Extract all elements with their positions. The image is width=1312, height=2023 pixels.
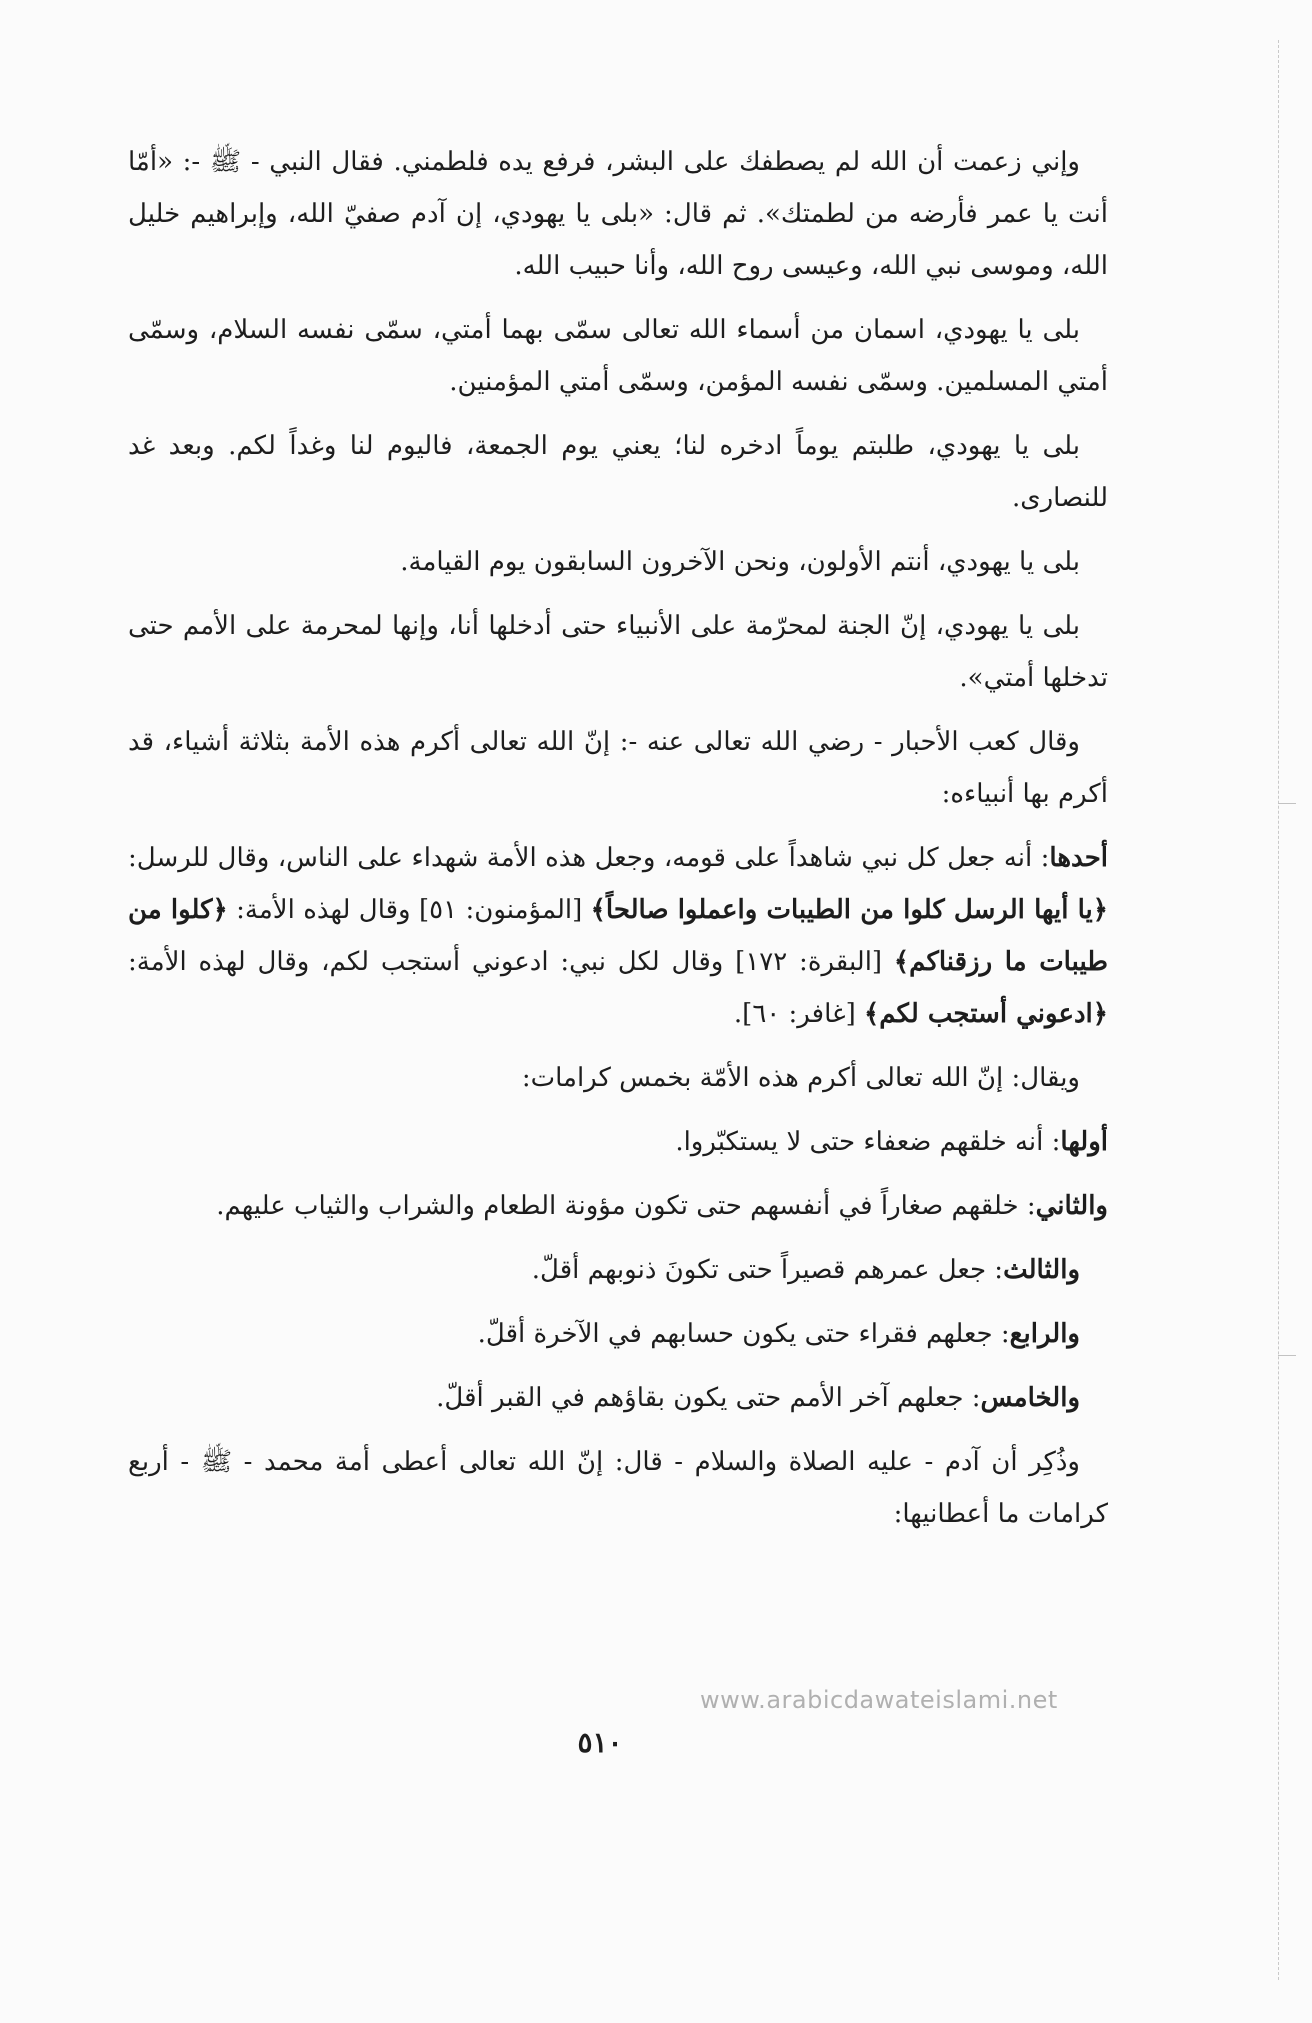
paragraph-text: ويقال: إنّ الله تعالى أكرم هذه الأمّة بخمس كرامات: — [521, 1063, 1080, 1093]
paragraph-4 — [128, 536, 1108, 588]
paragraph-lead: أحدها — [1049, 843, 1108, 873]
paragraph-5 — [128, 600, 1108, 704]
quran-verse: ﴿ادعوني أستجب لكم﴾ — [864, 999, 1108, 1029]
page-number: ٥١٠ — [577, 1726, 623, 1759]
paragraph-text: : جعلهم آخر الأمم حتى يكون بقاؤهم في القبر أقلّ. — [436, 1383, 981, 1413]
paragraph-lead: أولها — [1060, 1127, 1108, 1157]
paragraph-3 — [128, 420, 1108, 524]
paragraph-lead: والخامس — [980, 1383, 1080, 1413]
paragraph-6 — [128, 716, 1108, 820]
binding-line — [1278, 40, 1279, 1980]
paragraph-7 — [128, 832, 1108, 1040]
paragraph-text: بلى يا يهودي، طلبتم يوماً ادخره لنا؛ يعني يوم الجمعة، فاليوم لنا وغداً لكم. وبعد غد للنصارى. — [128, 431, 1108, 513]
paragraph-text: وقال كعب الأحبار - رضي الله تعالى عنه -: إنّ الله تعالى أكرم هذه الأمة بثلاثة أشياء، قد أكرم بها أنبياءه: — [128, 727, 1108, 809]
paragraph-text: : خلقهم صغاراً في أنفسهم حتى تكون مؤونة الطعام والشراب والثياب عليهم. — [216, 1191, 1036, 1221]
paragraph-12 — [128, 1308, 1108, 1360]
paragraph-lead: والرابع — [1009, 1319, 1080, 1349]
quran-verse: ﴿كلوا من طيبات ما رزقناكم﴾ — [128, 895, 1108, 977]
paragraph-8 — [128, 1052, 1108, 1104]
quran-verse: ﴿يا أيها الرسل كلوا من الطيبات واعملوا صالحاً﴾ — [590, 895, 1108, 925]
paragraph-text: [غافر: ٦٠]. — [733, 999, 865, 1029]
binding-tick — [1278, 1355, 1296, 1356]
paragraph-text: بلى يا يهودي، إنّ الجنة لمحرّمة على الأنبياء حتى أدخلها أنا، وإنها لمحرمة على الأمم حتى تدخلها أمتي». — [128, 611, 1108, 693]
paragraph-lead: والثالث — [1003, 1255, 1080, 1285]
paragraph-lead: والثاني — [1035, 1191, 1108, 1221]
paragraph-9 — [128, 1116, 1108, 1168]
paragraph-text: بلى يا يهودي، أنتم الأولون، ونحن الآخرون السابقون يوم القيامة. — [400, 547, 1080, 577]
paragraph-10 — [128, 1180, 1108, 1232]
page-body — [128, 136, 1108, 1552]
paragraph-text: : جعل عمرهم قصيراً حتى تكونَ ذنوبهم أقلّ. — [531, 1255, 1004, 1285]
paragraph-text: [المؤمنون: ٥١] وقال لهذه الأمة: — [227, 895, 591, 925]
paragraph-text: : جعلهم فقراء حتى يكون حسابهم في الآخرة أقلّ. — [477, 1319, 1010, 1349]
paragraph-13 — [128, 1372, 1108, 1424]
paragraph-11 — [128, 1244, 1108, 1296]
paragraph-14 — [128, 1436, 1108, 1540]
paragraph-2 — [128, 304, 1108, 408]
paragraph-1 — [128, 136, 1108, 292]
paragraph-text: [البقرة: ١٧٢] وقال لكل نبي: ادعوني أستجب لكم، وقال لهذه الأمة: — [128, 947, 894, 977]
paragraph-text: وإني زعمت أن الله لم يصطفك على البشر، فرفع يده فلطمني. فقال النبي - ﷺ -: «أمّا أنت يا عمر فأرضه من لطمتك». ثم قال: «بلى يا يهودي، إن آدم صفيّ الله، وإبراهيم خليل الله، وموسى نبي الله، وعيسى روح الله، وأنا حبيب الله. — [128, 147, 1108, 281]
paragraph-text: : أنه جعل كل نبي شاهداً على قومه، وجعل هذه الأمة شهداء على الناس، وقال للرسل: — [128, 843, 1050, 873]
paragraph-text: وذُكِر أن آدم - عليه الصلاة والسلام - قال: إنّ الله تعالى أعطى أمة محمد - ﷺ - أربع كرامات ما أعطانيها: — [128, 1447, 1108, 1529]
watermark: www.arabicdawateislami.net — [700, 1686, 1058, 1714]
paragraph-text: بلى يا يهودي، اسمان من أسماء الله تعالى سمّى بهما أمتي، سمّى نفسه السلام، وسمّى أمتي المسلمين. وسمّى نفسه المؤمن، وسمّى أمتي المؤمنين. — [128, 315, 1108, 397]
paragraph-text: : أنه خلقهم ضعفاء حتى لا يستكبّروا. — [675, 1127, 1061, 1157]
binding-tick — [1278, 803, 1296, 804]
